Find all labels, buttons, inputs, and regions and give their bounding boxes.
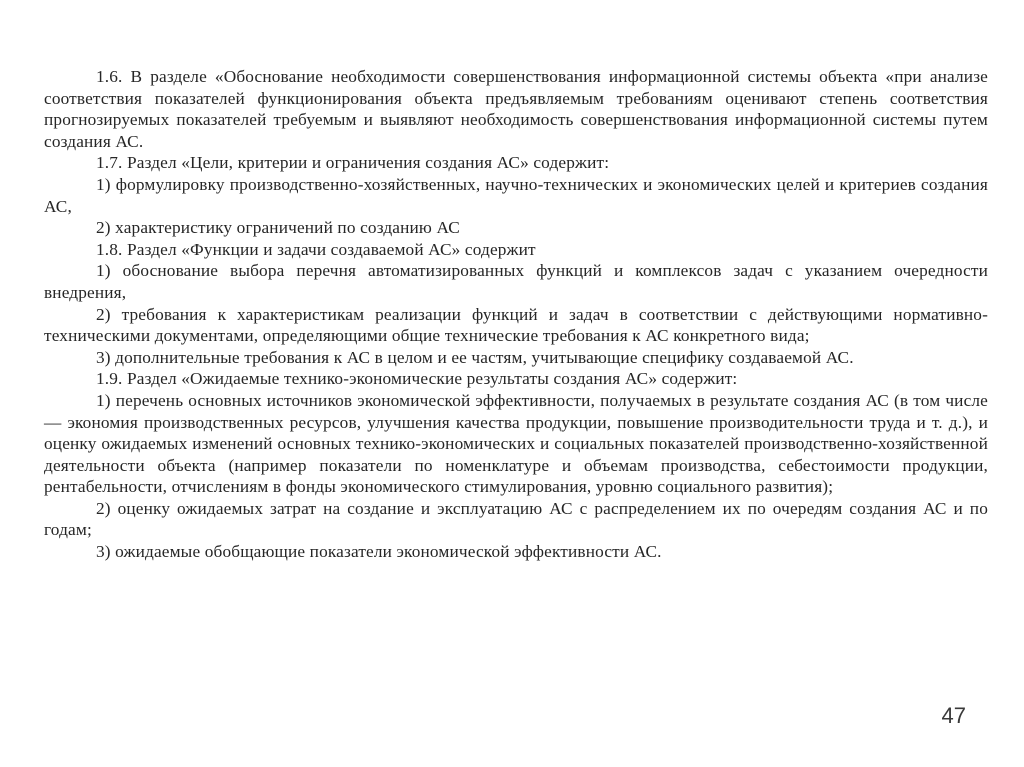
list-item-1-7-1: 1) формулировку производственно-хозяйственных, научно-технических и экономических целей и критериев создания АС, [44, 174, 988, 216]
paragraph-1-7: 1.7. Раздел «Цели, критерии и ограничения создания АС» содержит: [96, 153, 610, 173]
paragraph-1-8: 1.8. Раздел «Функции и задачи создаваемой АС» содержит [96, 239, 536, 259]
paragraph-1-9: 1.9. Раздел «Ожидаемые технико-экономические результаты создания АС» содержит: [96, 369, 738, 389]
paragraph-1-6: 1.6. В разделе «Обоснование необходимости совершенствования информационной системы объекта «при анализе соответствия показателей функционирования объекта предъявляемым требованиям оценивают степень соответствия прогнозируемых показателей требуемым и выявляют необходимость совершенствования информационной системы путем создания АС. [44, 67, 988, 151]
list-item-1-9-2: 2) оценку ожидаемых затрат на создание и эксплуатацию АС с распределением их по очередям создания АС и по годам; [44, 498, 988, 540]
list-item-1-9-1: 1) перечень основных источников экономической эффективности, получаемых в результате создания АС (в том числе — экономия производственных ресурсов, улучшения качества продукции, повышение производительности труда и т. д.), и оценку ожидаемых изменений основных технико-экономических и социальных показателей производственно-хозяйственной деятельности объекта (например показатели по номенклатуре и объемам производства, себестоимости продукции, рентабельности, отчислениям в фонды экономического стимулирования, уровню социального развития); [44, 390, 988, 497]
list-item-1-8-3: 3) дополнительные требования к АС в целом и ее частям, учитывающие специфику создаваемой АС. [96, 347, 854, 367]
list-item-1-7-2: 2) характеристику ограничений по созданию АС [96, 218, 460, 238]
list-item-1-8-1: 1) обоснование выбора перечня автоматизированных функций и комплексов задач с указанием очередности внедрения, [44, 261, 988, 302]
list-item-1-8-2: 2) требования к характеристикам реализации функций и задач в соответствии с действующими нормативно-техническими документами, определяющими общие технические требования к АС конкретного вида; [44, 304, 988, 346]
list-item-1-9-3: 3) ожидаемые обобщающие показатели экономической эффективности АС. [96, 542, 662, 562]
document-body [44, 66, 988, 563]
page-number: 47 [941, 703, 966, 728]
